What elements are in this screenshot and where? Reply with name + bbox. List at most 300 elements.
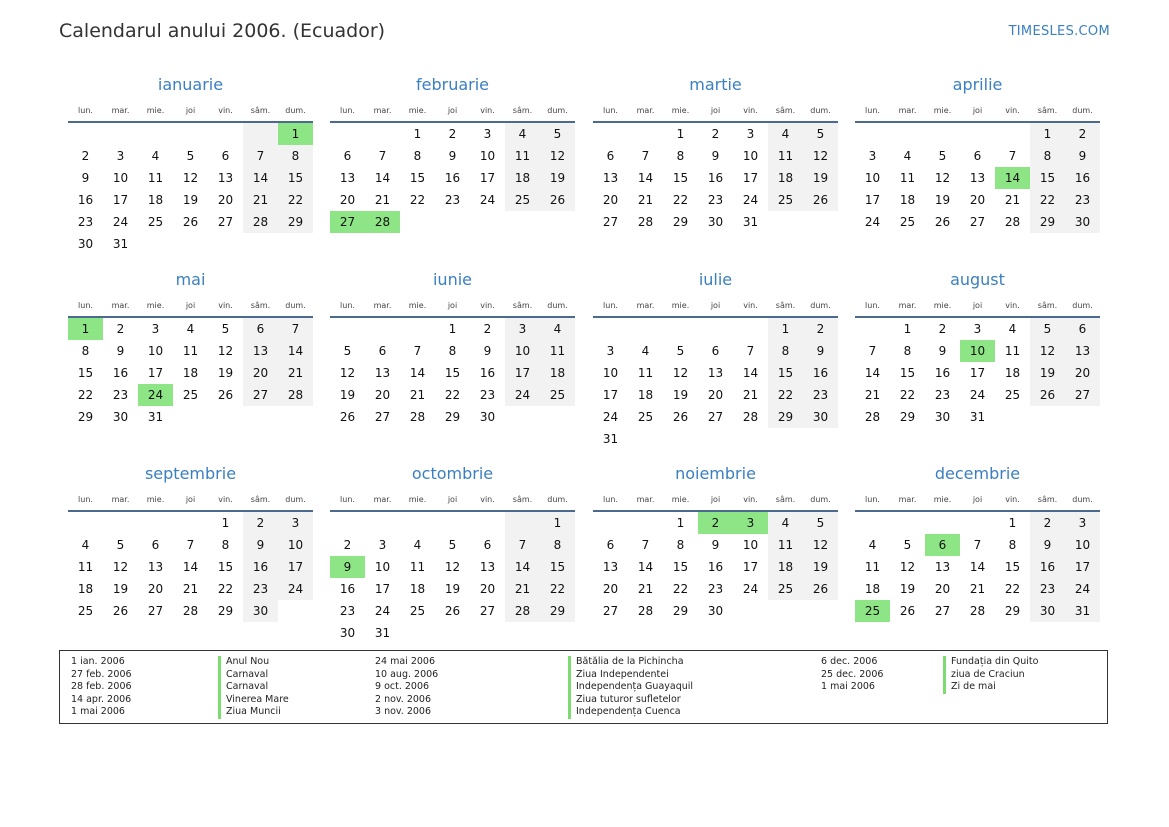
month-martie [593, 74, 838, 233]
day-cell: 10 [602, 366, 619, 380]
day-cell: 24 [479, 193, 496, 207]
month-august [855, 269, 1100, 428]
day-cell: 27 [1065, 384, 1100, 406]
day-cell: 20 [479, 582, 496, 596]
day-cell: 18 [899, 193, 916, 207]
day-cell: 25 [540, 384, 575, 406]
day-cell: 12 [1030, 340, 1065, 362]
day-cell: 23 [444, 193, 461, 207]
day-cell: 29 [672, 215, 689, 229]
day-cell: 6 [343, 149, 352, 163]
weekday-label: mie. [671, 495, 690, 504]
weekday-label: mar. [111, 301, 130, 310]
weekday-label: lun. [78, 301, 93, 310]
empty-cell [435, 512, 470, 534]
day-cell: 1 [68, 318, 103, 340]
day-cell: 5 [221, 322, 230, 336]
month-name: aprilie [952, 75, 1003, 94]
day-cell: 11 [147, 171, 164, 185]
day-cell: 17 [602, 388, 619, 402]
empty-cell [540, 211, 575, 233]
day-cell: 21 [243, 189, 278, 211]
day-cell: 12 [339, 366, 356, 380]
day-cell: 10 [1065, 534, 1100, 556]
empty-cell [365, 123, 400, 145]
weekday-label: joi [447, 495, 458, 504]
day-cell: 9 [243, 534, 278, 556]
empty-cell [400, 318, 435, 340]
day-cell: 22 [1004, 582, 1021, 596]
day-cell: 2 [448, 127, 457, 141]
weekday-label: mie. [671, 301, 690, 310]
day-cell: 25 [768, 578, 803, 600]
empty-cell [995, 406, 1030, 428]
day-cell: 25 [409, 604, 426, 618]
empty-cell [208, 123, 243, 145]
legend-date: 6 dec. 2006 [821, 656, 878, 667]
day-cell: 14 [374, 171, 391, 185]
empty-cell [803, 600, 838, 622]
day-cell: 29 [1004, 604, 1021, 618]
weekday-label: mar. [636, 301, 655, 310]
day-cell: 27 [969, 215, 986, 229]
weekday-label: dum. [810, 106, 831, 115]
empty-cell [365, 318, 400, 340]
day-cell: 5 [803, 512, 838, 534]
day-cell: 28 [505, 600, 540, 622]
day-cell: 14 [278, 340, 313, 362]
weekday-label: mar. [111, 106, 130, 115]
weekday-header [855, 102, 1100, 119]
day-cell: 7 [973, 538, 982, 552]
month-septembrie [68, 463, 313, 622]
legend-holiday-name: Anul Nou [218, 656, 289, 669]
month-iunie [330, 269, 575, 428]
day-cell: 24 [505, 384, 540, 406]
day-cell: 17 [278, 556, 313, 578]
day-cell: 27 [147, 604, 164, 618]
day-cell: 17 [374, 582, 391, 596]
days-grid [593, 318, 838, 450]
day-cell: 26 [934, 215, 951, 229]
day-cell: 22 [77, 388, 94, 402]
day-cell: 15 [899, 366, 916, 380]
day-cell: 22 [409, 193, 426, 207]
day-cell: 1 [221, 516, 230, 530]
day-cell: 27 [934, 604, 951, 618]
day-cell: 14 [409, 366, 426, 380]
month-octombrie [330, 463, 575, 644]
month-februarie [330, 74, 575, 233]
day-cell: 15 [217, 560, 234, 574]
weekday-label: lun. [865, 106, 880, 115]
empty-cell [400, 512, 435, 534]
day-cell: 12 [672, 366, 689, 380]
day-cell: 20 [969, 193, 986, 207]
day-cell: 14 [742, 366, 759, 380]
day-cell: 15 [77, 366, 94, 380]
day-cell: 9 [1065, 145, 1100, 167]
weekday-label: vin. [480, 495, 495, 504]
day-cell: 13 [374, 366, 391, 380]
day-cell: 19 [182, 193, 199, 207]
day-cell: 13 [602, 560, 619, 574]
day-cell: 24 [278, 578, 313, 600]
day-cell: 5 [343, 344, 352, 358]
weekday-header [855, 491, 1100, 508]
day-cell: 14 [969, 560, 986, 574]
day-cell: 17 [1065, 556, 1100, 578]
weekday-label: dum. [285, 495, 306, 504]
month-name: iunie [432, 270, 472, 289]
day-cell: 19 [934, 193, 951, 207]
empty-cell [628, 318, 663, 340]
empty-cell [330, 318, 365, 340]
legend-name-column [568, 656, 693, 719]
weekday-label: joi [972, 301, 983, 310]
weekday-label: vin. [218, 301, 233, 310]
day-cell: 14 [182, 560, 199, 574]
day-cell: 18 [147, 193, 164, 207]
day-cell: 28 [365, 211, 400, 233]
weekday-label: dum. [1072, 106, 1093, 115]
day-cell: 14 [637, 560, 654, 574]
day-cell: 18 [77, 582, 94, 596]
day-cell: 2 [698, 512, 733, 534]
day-cell: 15 [1030, 167, 1065, 189]
empty-cell [593, 318, 628, 340]
day-cell: 11 [637, 366, 654, 380]
empty-cell [505, 512, 540, 534]
day-cell: 25 [637, 410, 654, 424]
day-cell: 21 [864, 388, 881, 402]
day-cell: 8 [413, 149, 422, 163]
day-cell: 3 [483, 127, 492, 141]
empty-cell [68, 512, 103, 534]
day-cell: 19 [1030, 362, 1065, 384]
empty-cell [768, 600, 803, 622]
day-cell: 16 [339, 582, 356, 596]
day-cell: 3 [973, 322, 982, 336]
month-iulie [593, 269, 838, 450]
empty-cell [278, 233, 313, 255]
month-name: octombrie [411, 464, 494, 483]
empty-cell [173, 512, 208, 534]
day-cell: 8 [1030, 145, 1065, 167]
day-cell: 25 [899, 215, 916, 229]
legend-date: 9 oct. 2006 [375, 681, 430, 692]
day-cell: 21 [742, 388, 759, 402]
weekday-label: vin. [743, 495, 758, 504]
weekday-label: lun. [340, 106, 355, 115]
day-cell: 9 [1030, 534, 1065, 556]
weekday-label: vin. [1005, 301, 1020, 310]
weekday-label: sâm. [250, 495, 271, 504]
day-cell: 8 [1008, 538, 1017, 552]
day-cell: 13 [969, 171, 986, 185]
day-cell: 29 [278, 211, 313, 233]
day-cell: 31 [969, 410, 986, 424]
weekday-label: lun. [78, 106, 93, 115]
day-cell: 13 [1065, 340, 1100, 362]
day-cell: 28 [243, 211, 278, 233]
day-cell: 10 [374, 560, 391, 574]
day-cell: 29 [1030, 211, 1065, 233]
day-cell: 3 [151, 322, 160, 336]
site-link[interactable]: TIMESLES.COM [1008, 24, 1110, 39]
weekday-label: dum. [547, 301, 568, 310]
legend-name-column [218, 656, 289, 719]
day-cell: 11 [768, 145, 803, 167]
weekday-label: sâm. [775, 301, 796, 310]
day-cell: 24 [112, 215, 129, 229]
day-cell: 10 [147, 344, 164, 358]
empty-cell [103, 123, 138, 145]
day-cell: 6 [606, 149, 615, 163]
day-cell: 23 [1030, 578, 1065, 600]
legend-date: 25 dec. 2006 [821, 668, 884, 680]
weekday-label: dum. [810, 301, 831, 310]
day-cell: 26 [899, 604, 916, 618]
month-mai [68, 269, 313, 428]
day-cell: 11 [182, 344, 199, 358]
day-cell: 13 [707, 366, 724, 380]
month-decembrie [855, 463, 1100, 622]
day-cell: 21 [182, 582, 199, 596]
day-cell: 7 [243, 145, 278, 167]
day-cell: 8 [540, 534, 575, 556]
day-cell: 17 [864, 193, 881, 207]
day-cell: 23 [112, 388, 129, 402]
day-cell: 11 [409, 560, 426, 574]
empty-cell [435, 211, 470, 233]
weekday-label: joi [710, 301, 721, 310]
empty-cell [470, 512, 505, 534]
day-cell: 13 [217, 171, 234, 185]
empty-cell [1065, 406, 1100, 428]
day-cell: 19 [217, 366, 234, 380]
month-aprilie [855, 74, 1100, 233]
month-name: decembrie [934, 464, 1021, 483]
day-cell: 6 [221, 149, 230, 163]
day-cell: 15 [540, 556, 575, 578]
day-cell: 19 [339, 388, 356, 402]
weekday-header [330, 297, 575, 314]
day-cell: 26 [672, 410, 689, 424]
day-cell: 19 [672, 388, 689, 402]
day-cell: 4 [540, 318, 575, 340]
weekday-label: mar. [636, 495, 655, 504]
weekday-label: sâm. [512, 301, 533, 310]
empty-cell [768, 211, 803, 233]
days-grid [68, 512, 313, 622]
empty-cell [855, 123, 890, 145]
day-cell: 6 [243, 318, 278, 340]
day-cell: 31 [147, 410, 164, 424]
day-cell: 3 [378, 538, 387, 552]
empty-cell [960, 123, 995, 145]
day-cell: 7 [505, 534, 540, 556]
day-cell: 27 [243, 384, 278, 406]
day-cell: 13 [602, 171, 619, 185]
empty-cell [995, 123, 1030, 145]
weekday-header [68, 297, 313, 314]
day-cell: 20 [243, 362, 278, 384]
day-cell: 8 [448, 344, 457, 358]
day-cell: 24 [969, 388, 986, 402]
legend-holiday-name: Independența Guayaquil [568, 681, 693, 694]
day-cell: 30 [479, 410, 496, 424]
day-cell: 21 [374, 193, 391, 207]
day-cell: 11 [864, 560, 881, 574]
weekday-label: dum. [1072, 495, 1093, 504]
weekday-label: sâm. [1037, 301, 1058, 310]
empty-cell [400, 622, 435, 644]
day-cell: 4 [903, 149, 912, 163]
day-cell: 21 [409, 388, 426, 402]
day-cell: 18 [1004, 366, 1021, 380]
day-cell: 1 [413, 127, 422, 141]
day-cell: 11 [540, 340, 575, 362]
day-cell: 3 [868, 149, 877, 163]
day-cell: 22 [899, 388, 916, 402]
legend-holiday-name: Fundația din Quito [943, 656, 1038, 669]
day-cell: 3 [505, 318, 540, 340]
legend-holiday-name: Independența Cuenca [568, 706, 693, 719]
empty-cell [208, 406, 243, 428]
day-cell: 3 [746, 127, 755, 141]
day-cell: 16 [479, 366, 496, 380]
weekday-label: lun. [603, 106, 618, 115]
day-cell: 20 [217, 193, 234, 207]
day-cell: 27 [602, 604, 619, 618]
legend-holiday-name: Vinerea Mare [218, 694, 289, 707]
weekday-label: sâm. [512, 106, 533, 115]
day-cell: 2 [243, 512, 278, 534]
day-cell: 11 [768, 534, 803, 556]
month-noiembrie [593, 463, 838, 622]
weekday-label: mar. [111, 495, 130, 504]
day-cell: 16 [707, 171, 724, 185]
day-cell: 6 [483, 538, 492, 552]
weekday-label: vin. [480, 301, 495, 310]
day-cell: 2 [81, 149, 90, 163]
weekday-label: vin. [1005, 495, 1020, 504]
weekday-label: mie. [933, 106, 952, 115]
weekday-label: lun. [78, 495, 93, 504]
weekday-label: dum. [1072, 301, 1093, 310]
day-cell: 5 [938, 149, 947, 163]
empty-cell [540, 622, 575, 644]
weekday-label: mie. [146, 495, 165, 504]
weekday-header [593, 297, 838, 314]
day-cell: 24 [602, 410, 619, 424]
day-cell: 4 [186, 322, 195, 336]
empty-cell [733, 428, 768, 450]
day-cell: 26 [803, 189, 838, 211]
legend-holiday-name: Bătălia de la Pichincha [568, 656, 693, 669]
day-cell: 20 [374, 388, 391, 402]
day-cell: 19 [899, 582, 916, 596]
day-cell: 9 [81, 171, 90, 185]
day-cell: 24 [138, 384, 173, 406]
month-name: ianuarie [157, 75, 224, 94]
day-cell: 22 [540, 578, 575, 600]
day-cell: 19 [540, 167, 575, 189]
empty-cell [628, 512, 663, 534]
weekday-label: joi [447, 301, 458, 310]
day-cell: 9 [448, 149, 457, 163]
weekday-label: mie. [408, 106, 427, 115]
day-cell: 2 [343, 538, 352, 552]
day-cell: 12 [182, 171, 199, 185]
empty-cell [925, 512, 960, 534]
legend-holiday-name: Carnaval [218, 669, 289, 682]
day-cell: 31 [1065, 600, 1100, 622]
empty-cell [470, 622, 505, 644]
weekday-label: joi [185, 106, 196, 115]
days-grid [330, 512, 575, 644]
day-cell: 18 [505, 167, 540, 189]
day-cell: 10 [960, 340, 995, 362]
legend-date-column [821, 656, 883, 694]
day-cell: 12 [112, 560, 129, 574]
day-cell: 30 [707, 215, 724, 229]
weekday-label: joi [447, 106, 458, 115]
empty-cell [663, 428, 698, 450]
day-cell: 9 [711, 149, 720, 163]
day-cell: 5 [116, 538, 125, 552]
legend-date: 1 ian. 2006 [71, 656, 125, 667]
day-cell: 13 [339, 171, 356, 185]
empty-cell [365, 512, 400, 534]
empty-cell [593, 123, 628, 145]
weekday-label: dum. [285, 301, 306, 310]
day-cell: 3 [733, 512, 768, 534]
legend-holiday-name: Carnaval [218, 681, 289, 694]
empty-cell [505, 406, 540, 428]
day-cell: 6 [1065, 318, 1100, 340]
day-cell: 25 [77, 604, 94, 618]
weekday-header [330, 491, 575, 508]
day-cell: 9 [711, 538, 720, 552]
day-cell: 25 [505, 189, 540, 211]
day-cell: 26 [112, 604, 129, 618]
day-cell: 29 [672, 604, 689, 618]
day-cell: 7 [641, 538, 650, 552]
day-cell: 31 [742, 215, 759, 229]
day-cell: 16 [1030, 556, 1065, 578]
day-cell: 21 [637, 193, 654, 207]
day-cell: 22 [217, 582, 234, 596]
weekday-label: sâm. [1037, 495, 1058, 504]
empty-cell [628, 123, 663, 145]
day-cell: 13 [934, 560, 951, 574]
empty-cell [138, 123, 173, 145]
weekday-label: sâm. [775, 106, 796, 115]
day-cell: 13 [147, 560, 164, 574]
day-cell: 21 [505, 578, 540, 600]
day-cell: 5 [803, 123, 838, 145]
weekday-header [330, 102, 575, 119]
day-cell: 30 [707, 604, 724, 618]
day-cell: 8 [278, 145, 313, 167]
day-cell: 30 [77, 237, 94, 251]
day-cell: 22 [444, 388, 461, 402]
day-cell: 26 [803, 578, 838, 600]
day-cell: 18 [864, 582, 881, 596]
day-cell: 29 [444, 410, 461, 424]
